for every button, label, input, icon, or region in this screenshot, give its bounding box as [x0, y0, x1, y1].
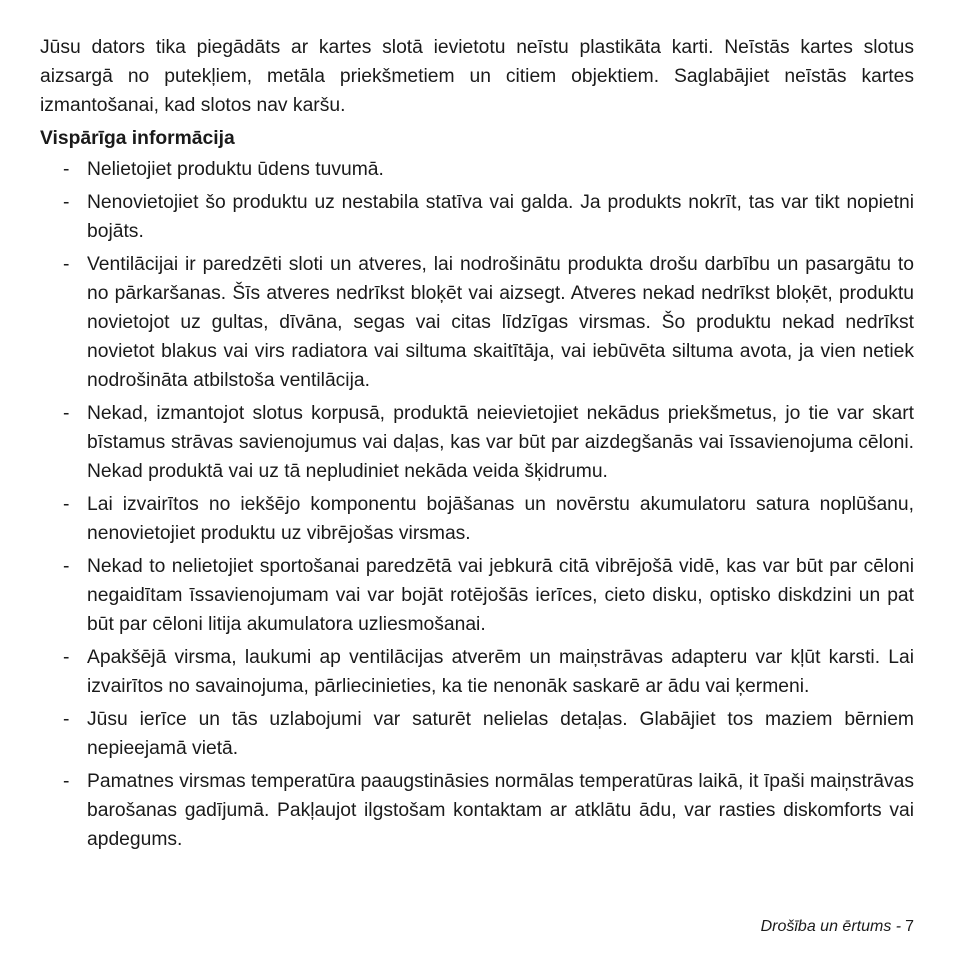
list-item — [40, 705, 914, 763]
page-footer — [761, 917, 914, 937]
bullet-dash: - — [63, 494, 70, 515]
list-item — [40, 552, 914, 639]
section-heading: Vispārīga informācija — [40, 128, 235, 149]
list-item — [40, 490, 914, 548]
list-item-text: Jūsu ierīce un tās uzlabojumi var saturēt nelielas detaļas. Glabājiet tos maziem bērniem nepieejamā vietā. — [87, 709, 914, 759]
list-item — [40, 250, 914, 395]
bullet-dash: - — [63, 647, 70, 668]
bullet-dash: - — [63, 771, 70, 792]
list-item-text: Apakšējā virsma, laukumi ap ventilācijas atverēm un maiņstrāvas adapteru var kļūt karsti. Lai izvairītos no savainojuma, pārliecinieties, ka tie nenonāk saskarē ar ādu vai ķermeni. — [87, 647, 914, 697]
list-item — [40, 155, 914, 184]
footer-section-title: Drošība un ērtums - — [760, 918, 902, 935]
list-item-text: Nekad to nelietojiet sportošanai paredzētā vai jebkurā citā vibrējošā vidē, kas var būt par cēloni negaidītam īssavienojumam vai var bojāt rotējošās ierīces, cieto disku, optisko diskdzini un pat būt par cēloni litija akumulatora uzliesmošanai. — [87, 556, 914, 635]
list-item-text: Pamatnes virsmas temperatūra paaugstināsies normālas temperatūras laikā, it īpaši maiņstrāvas barošanas gadījumā. Pakļaujot ilgstošam kontaktam ar atklātu ādu, var rasties diskomforts vai apdegums. — [87, 771, 914, 850]
safety-list — [40, 155, 914, 854]
list-item — [40, 643, 914, 701]
list-item-text: Lai izvairītos no iekšējo komponentu bojāšanas un novērstu akumulatoru satura noplūšanu, nenovietojiet produktu uz vibrējošas virsmas. — [87, 494, 914, 544]
bullet-dash: - — [63, 192, 70, 213]
list-item-text: Nenovietojiet šo produktu uz nestabila statīva vai galda. Ja produkts nokrīt, tas var tikt nopietni bojāts. — [87, 192, 914, 242]
page-number: 7 — [905, 918, 914, 935]
list-item-text: Nelietojiet produktu ūdens tuvumā. — [87, 159, 384, 180]
bullet-dash: - — [63, 709, 70, 730]
list-item — [40, 188, 914, 246]
page-content — [40, 33, 914, 858]
bullet-dash: - — [63, 159, 70, 180]
list-item — [40, 767, 914, 854]
list-item-text: Ventilācijai ir paredzēti sloti un atveres, lai nodrošinātu produkta drošu darbību un pasargātu to no pārkaršanas. Šīs atveres nedrīkst bloķēt vai aizsegt. Atveres nekad nedrīkst bloķēt, produktu novietojot uz gultas, dīvāna, segas vai citas līdzīgas virsmas. Šo produktu nekad nedrīkst novietot blakus vai virs radiatora vai siltuma skaitītāja, vai iebūvēta siltuma avota, ja vien netiek nodrošināta atbilstoša ventilācija. — [87, 254, 914, 391]
intro-paragraph: Jūsu dators tika piegādāts ar kartes slotā ievietotu neīstu plastikāta karti. Neīstās kartes slotus aizsargā no putekļiem, metāla priekšmetiem un citiem objektiem. Saglabājiet neīstās kartes izmantošanai, kad slotos nav karšu. — [40, 37, 914, 116]
bullet-dash: - — [63, 254, 70, 275]
bullet-dash: - — [63, 556, 70, 577]
list-item-text: Nekad, izmantojot slotus korpusā, produktā neievietojiet nekādus priekšmetus, jo tie var skart bīstamus strāvas savienojumus vai daļas, kas var būt par aizdegšanās vai īssavienojuma cēloni. Nekad produktā vai uz tā nepludiniet nekāda veida šķidrumu. — [87, 403, 914, 482]
list-item — [40, 399, 914, 486]
bullet-dash: - — [63, 403, 70, 424]
